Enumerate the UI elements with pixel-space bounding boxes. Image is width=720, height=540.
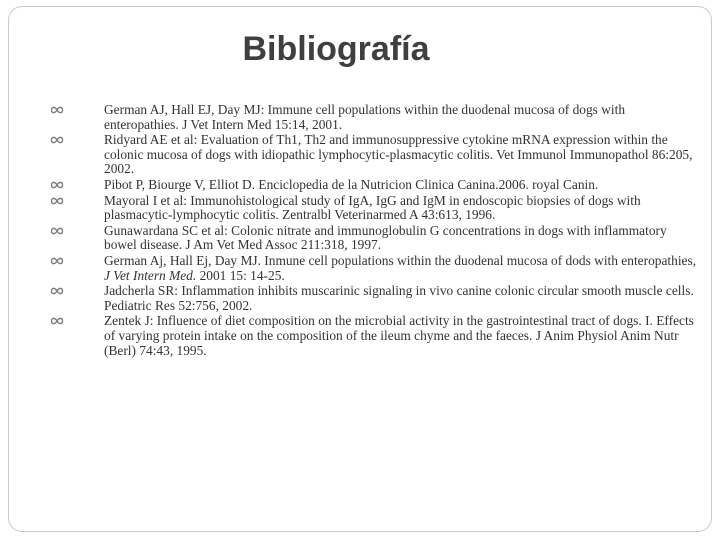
reference-text: Mayoral I et al: Immunohistological study of IgA, IgG and IgM in endoscopic biopsies of dogs with plasmacytic-lymphocytic colitis. Zentralbl Veterinarmed A 43:613, 1996. [104,192,641,223]
infinity-bullet-icon [50,134,64,146]
infinity-bullet-icon [50,104,64,116]
infinity-bullet-icon [50,225,64,237]
list-item [9,314,713,358]
slide-frame [8,6,712,532]
infinity-bullet-icon [50,255,64,267]
reference-text: Gunawardana SC et al: Colonic nitrate and immunoglobulin G concentrations in dogs with inflammatory bowel disease. J Am Vet Med Assoc 211:318, 1997. [104,222,667,253]
list-item [9,224,713,253]
journal-name-italic: J Vet Intern Med. [104,267,197,283]
reference-text: German AJ, Hall EJ, Day MJ: Immune cell populations within the duodenal mucosa of dogs with enteropathies. J Vet Intern Med 15:14, 2001. [104,102,626,132]
reference-text: Jadcherla SR: Inflammation inhibits muscarinic signaling in vivo canine colonic circular smooth muscle cells. Pediatric Res 52:756, 2002. [104,283,694,313]
list-item [9,178,713,193]
reference-text: Pibot P, Biourge V, Elliot D. Enciclopedia de la Nutricion Clinica Canina.2006. royal Canin. [104,176,599,192]
list-item [9,194,713,223]
infinity-bullet-icon [50,285,64,297]
infinity-bullet-icon [50,315,64,327]
reference-list [9,103,713,359]
list-item [9,133,713,177]
reference-text: Ridyard AE et al: Evaluation of Th1, Th2 and immunosuppressive cytokine mRNA expression within the colonic mucosa of dogs with idiopathic lymphocytic-plasmacytic colitis. Vet Immunol Immunopathol 86:205, 2002. [104,132,693,177]
slide-title: Bibliografía [242,30,430,68]
infinity-bullet-icon [50,179,64,191]
infinity-bullet-icon [50,195,64,207]
list-item [9,103,713,132]
list-item [9,284,713,313]
reference-text [104,253,696,283]
list-item [9,254,713,283]
reference-text-part: German Aj, Hall Ej, Day MJ. Inmune cell populations within the duodenal mucosa of dods with enteropathies, [104,252,697,268]
reference-text-part: 2001 15: 14-25. [196,267,285,283]
reference-text: Zentek J: Influence of diet composition on the microbial activity in the gastrointestinal tract of dogs. I. Effects of varying protein intake on the composition of the ileum chyme and the faeces. J Anim Physiol Anim Nutr (Berl) 74:43, 1995. [104,313,694,358]
